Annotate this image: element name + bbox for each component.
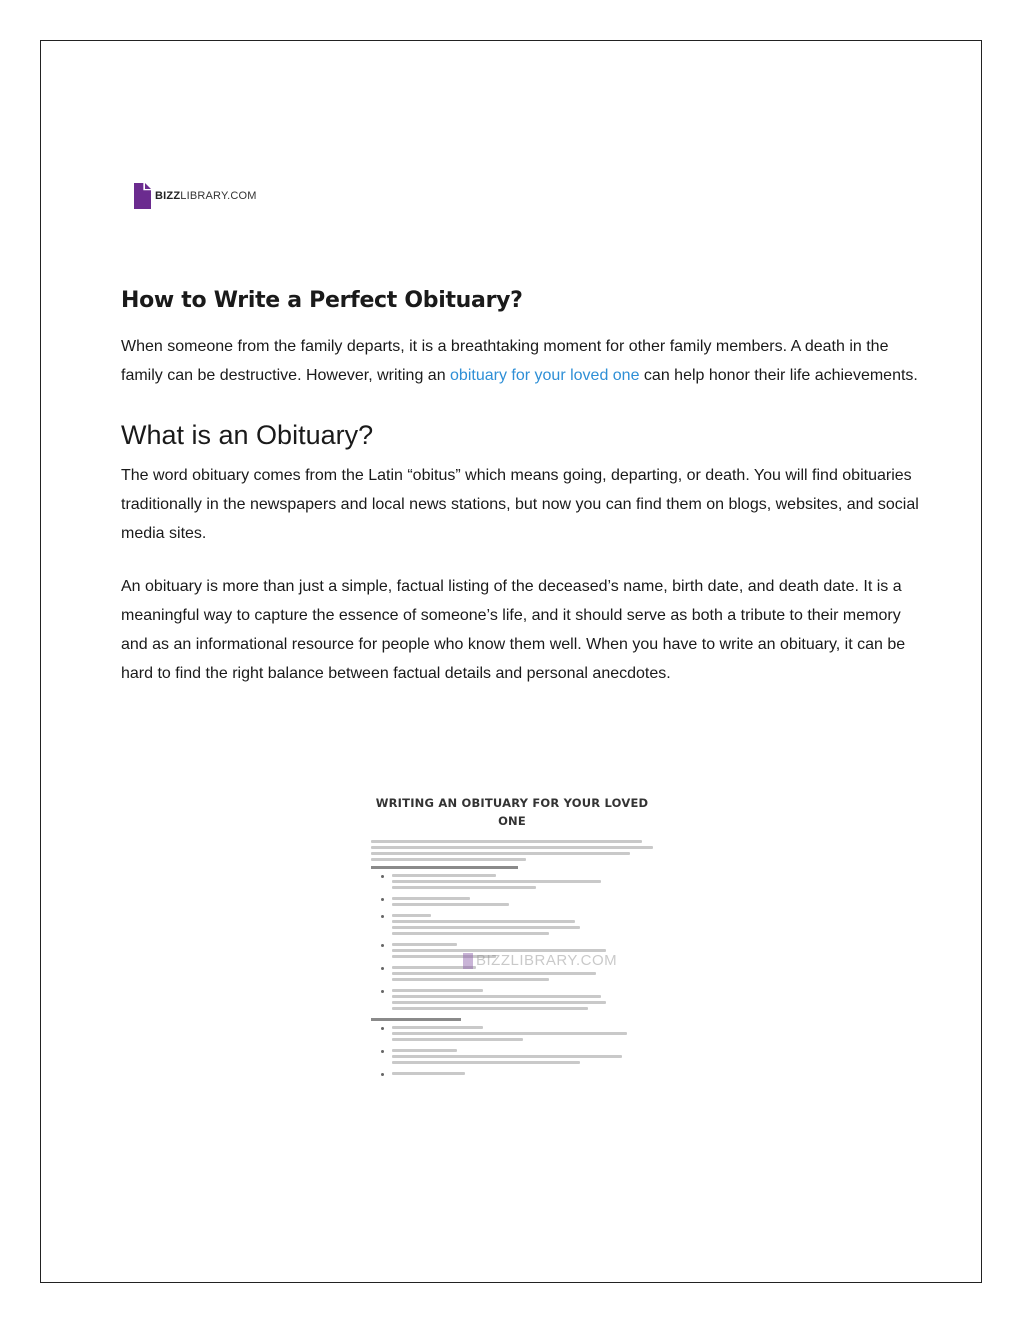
bizzlibrary-logo xyxy=(134,183,257,209)
watermark-logo-icon xyxy=(463,953,473,969)
logo-wordmark xyxy=(155,190,257,202)
preview-title-line-2: ONE xyxy=(498,814,526,828)
preview-watermark xyxy=(463,952,617,969)
obituary-link[interactable]: obituary for your loved one xyxy=(450,367,640,384)
preview-title xyxy=(371,794,653,830)
document-logo-icon xyxy=(134,183,151,209)
section-paragraph-2: An obituary is more than just a simple, factual listing of the deceased’s name, birth date, and death date. It is a meaningful way to capture the essence of someone’s life, and it should serve as both a tribute to their memory and as an informational resource for people who know them well. When you have to write an obituary, it can be hard to find the right balance between factual details and personal anecdotes. xyxy=(121,578,906,682)
intro-text-1: When someone from the family departs, it is a breathtaking moment for other family members. A death in the family can be destructive. However, writing an xyxy=(121,338,889,384)
watermark-text: BIZZLIBRARY.COM xyxy=(476,952,618,969)
section-heading: What is an Obituary? xyxy=(121,420,374,450)
logo-brand-rest: LIBRARY.COM xyxy=(180,190,257,202)
article-title: How to Write a Perfect Obituary? xyxy=(121,288,523,313)
section-paragraph-1: The word obituary comes from the Latin “obitus” which means going, departing, or death. You will find obituaries traditionally in the newspapers and local news stations, but now you can find them on blogs, websites, and social media sites. xyxy=(121,467,919,542)
preview-title-line-1: WRITING AN OBITUARY FOR YOUR LOVED xyxy=(375,796,649,810)
logo-brand-strong: BIZZ xyxy=(155,190,181,202)
intro-text-2: can help honor their life achievements. xyxy=(639,367,918,384)
intro-paragraph xyxy=(121,332,921,390)
article-content xyxy=(121,284,921,688)
document-preview-image xyxy=(371,794,653,1134)
